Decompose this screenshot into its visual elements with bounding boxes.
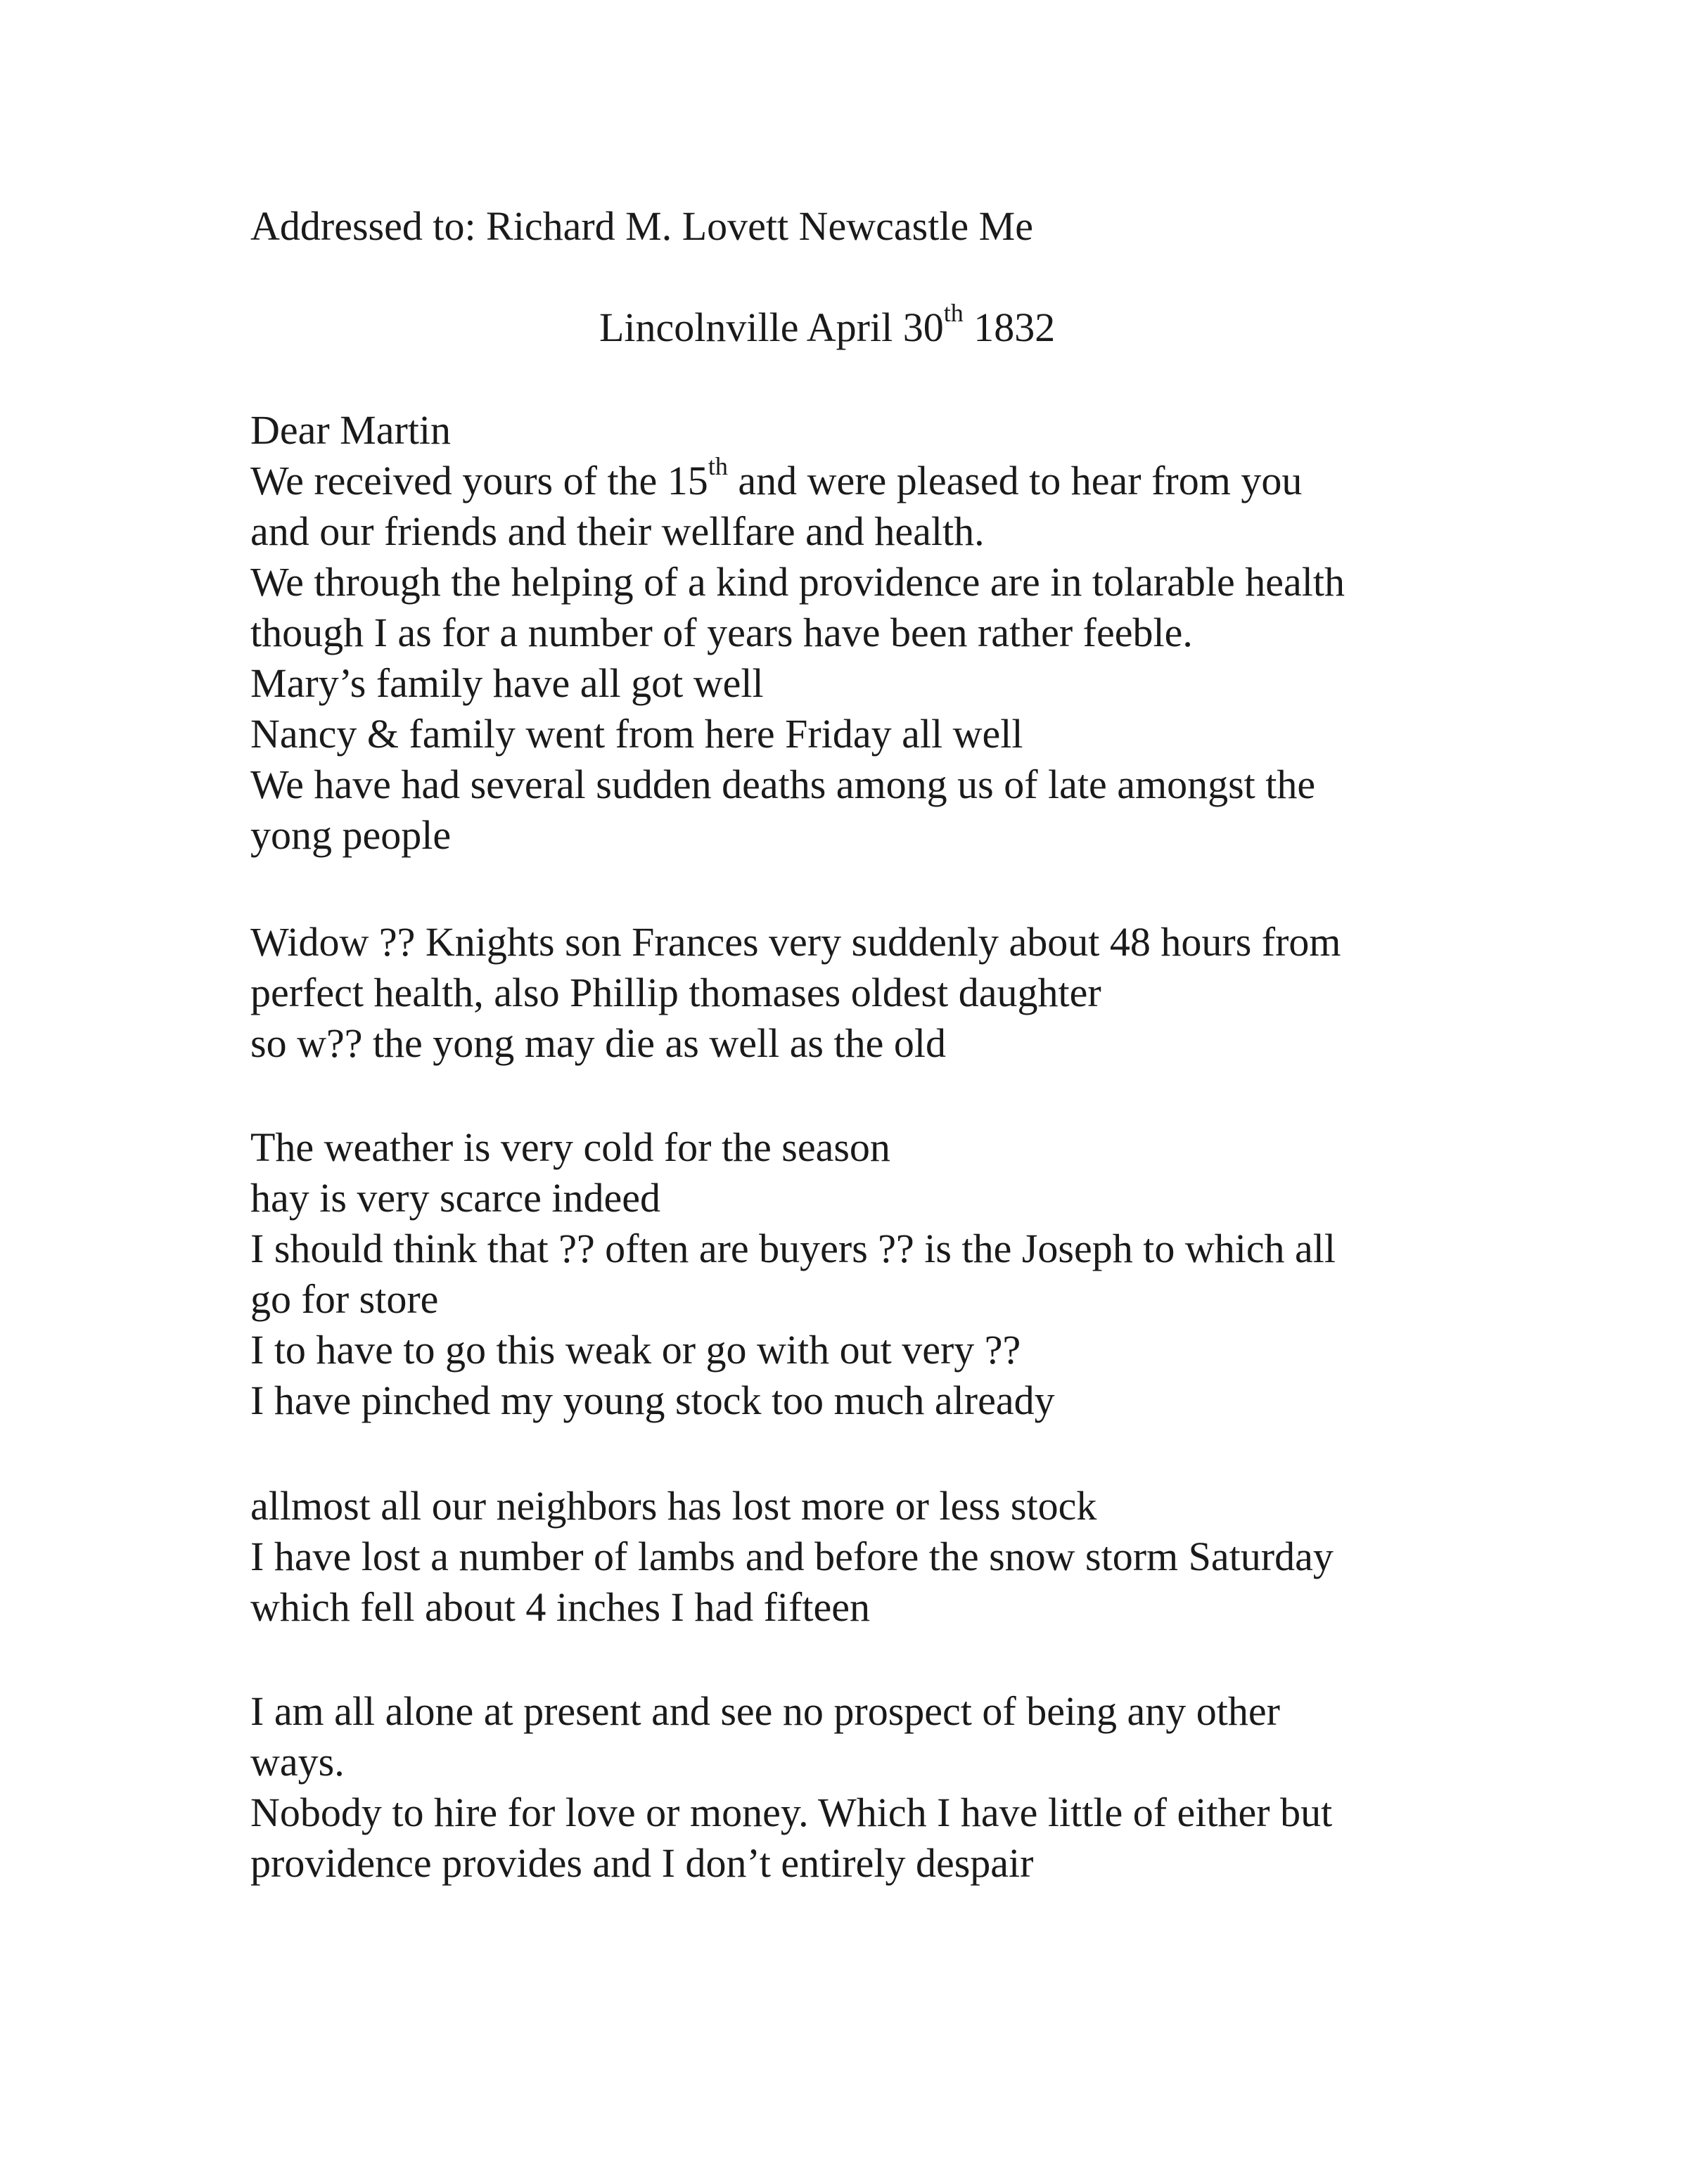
salutation: Dear Martin (250, 407, 452, 453)
body-line: The weather is very cold for the season (250, 1124, 890, 1170)
body-line: Nobody to hire for love or money. Which I have little of either but (250, 1790, 1333, 1835)
paragraph-stock (250, 1481, 1516, 1633)
body-line: We through the helping of a kind providence are in tolarable health (250, 559, 1345, 605)
body-line: I should think that ?? often are buyers ?? is the Joseph to which all (250, 1226, 1336, 1271)
body-line: and our friends and their wellfare and health. (250, 508, 985, 554)
body-line: Mary’s family have all got well (250, 660, 764, 706)
body-line: Widow ?? Knights son Frances very suddenly about 48 hours from (250, 919, 1341, 965)
dateline-place-month: Lincolnville April 30 (599, 304, 944, 350)
body-line: go for store (250, 1276, 439, 1322)
body-line: ways. (250, 1739, 345, 1785)
letter-body-top (250, 405, 1516, 861)
body-line: which fell about 4 inches I had fifteen (250, 1584, 870, 1630)
paragraph-weather (250, 1122, 1516, 1426)
body-line: I to have to go this weak or go with out very ?? (250, 1327, 1021, 1373)
body-line: We have had several sudden deaths among us of late amongst the (250, 762, 1316, 807)
body-line: I am all alone at present and see no prospect of being any other (250, 1688, 1280, 1734)
body-line: so w?? the yong may die as well as the old (250, 1020, 946, 1066)
dateline-day-suffix: th (943, 298, 964, 327)
body-line: I have pinched my young stock too much already (250, 1377, 1055, 1423)
body-line: providence provides and I don’t entirely despair (250, 1840, 1034, 1886)
paragraph-deaths (250, 917, 1516, 1069)
body-line-end: and were pleased to hear from you (727, 458, 1303, 503)
body-line: Nancy & family went from here Friday all well (250, 711, 1023, 757)
address-text: Addressed to: Richard M. Lovett Newcastle Me (250, 203, 1033, 249)
dateline (599, 298, 1056, 353)
body-line: I have lost a number of lambs and before the snow storm Saturday (250, 1534, 1334, 1579)
address-line (250, 201, 1516, 252)
dateline-year: 1832 (963, 304, 1056, 350)
body-line: though I as for a number of years have been rather feeble. (250, 610, 1193, 655)
body-line-start: We received yours of the 15 (250, 458, 708, 503)
paragraph-alone (250, 1686, 1516, 1889)
body-line: hay is very scarce indeed (250, 1175, 660, 1221)
body-line: perfect health, also Phillip thomases oldest daughter (250, 970, 1101, 1015)
body-line: allmost all our neighbors has lost more or less stock (250, 1483, 1097, 1529)
ordinal-suffix: th (708, 451, 728, 480)
body-line (250, 451, 1516, 506)
body-line: yong people (250, 812, 452, 858)
